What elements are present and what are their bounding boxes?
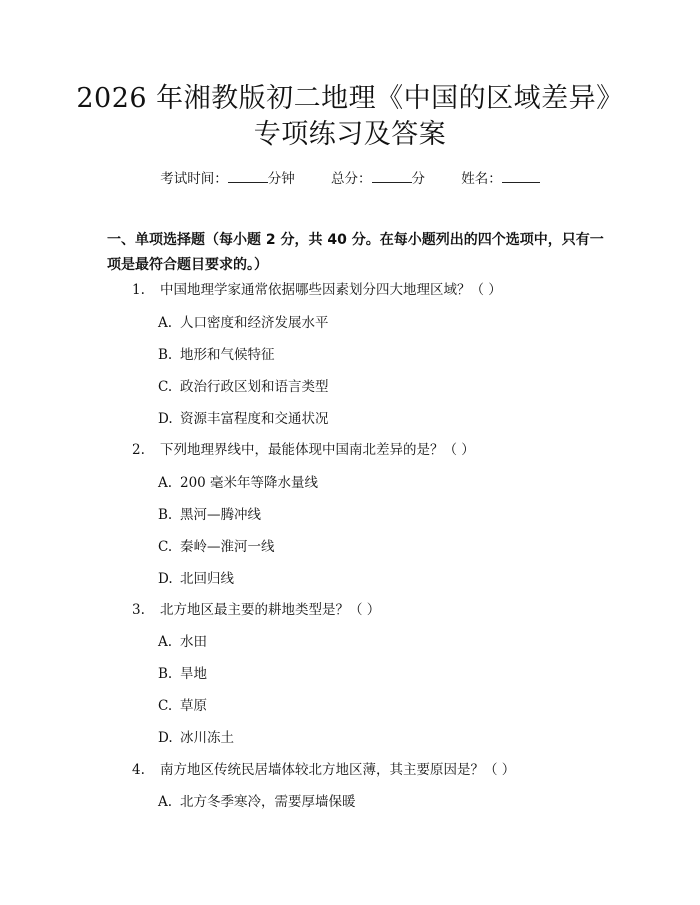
option-letter: A. [158,634,173,650]
question-3 [132,600,380,620]
exam-info-row [0,168,700,189]
option-text: 秦岭—淮河一线 [180,539,275,555]
total-score-field [331,168,425,189]
question-1-option-b [158,345,275,365]
option-letter: D. [158,730,173,746]
student-name-label: 姓名： [461,171,502,187]
question-1-option-a [158,313,329,333]
option-text: 200 毫米年等降水量线 [180,475,319,491]
question-number: 2. [132,442,145,458]
exam-time-blank [228,168,268,183]
student-name-blank [502,168,540,183]
question-3-option-a [158,632,207,652]
option-letter: B. [158,666,173,682]
question-3-option-c [158,696,207,716]
option-text: 人口密度和经济发展水平 [180,315,329,331]
option-text: 北方冬季寒冷，需要厚墙保暖 [180,794,356,810]
exam-time-label: 考试时间： [160,171,228,187]
exam-time-unit: 分钟 [267,171,295,187]
question-number: 3. [132,602,145,618]
option-letter: A. [158,794,173,810]
question-1 [132,280,502,300]
option-letter: A. [158,315,173,331]
option-text: 政治行政区划和语言类型 [180,379,329,395]
option-text: 草原 [180,698,207,714]
question-text: 南方地区传统民居墙体较北方地区薄，其主要原因是？（ ） [160,762,516,778]
question-2-option-d [158,569,234,589]
exam-time-field [160,168,295,189]
option-letter: C. [158,698,173,714]
option-text: 旱地 [180,666,207,682]
option-letter: C. [158,539,173,555]
question-3-option-b [158,664,207,684]
document-title-line-2: 专项练习及答案 [253,119,447,150]
question-text: 中国地理学家通常依据哪些因素划分四大地理区域？（ ） [160,282,502,298]
option-letter: C. [158,379,173,395]
student-name-field [461,168,540,189]
question-4-option-a [158,792,356,812]
option-text: 黑河—腾冲线 [180,507,261,523]
question-number: 4. [132,762,145,778]
question-2 [132,440,475,460]
question-number: 1. [132,282,145,298]
question-2-option-c [158,537,275,557]
question-2-option-b [158,505,261,525]
question-text: 下列地理界线中，最能体现中国南北差异的是？（ ） [160,442,475,458]
option-text: 水田 [180,634,207,650]
option-letter: D. [158,411,173,427]
option-text: 资源丰富程度和交通状况 [180,411,329,427]
question-4 [132,760,515,780]
question-text: 北方地区最主要的耕地类型是？（ ） [160,602,381,618]
document-title-line-1: 2026 年湘教版初二地理《中国的区域差异》 [76,83,624,114]
option-letter: A. [158,475,173,491]
total-score-label: 总分： [331,171,372,187]
question-1-option-c [158,377,329,397]
section-heading-single-choice: 一、单项选择题（每小题 2 分，共 40 分。在每小题列出的四个选项中，只有一项是最符合题目要求的。） [107,232,604,273]
question-3-option-d [158,728,234,748]
option-text: 北回归线 [180,571,234,587]
question-2-option-a [158,473,318,493]
option-letter: B. [158,507,173,523]
question-1-option-d [158,409,329,429]
option-letter: B. [158,347,173,363]
total-score-blank [372,168,412,183]
option-text: 地形和气候特征 [180,347,275,363]
option-text: 冰川冻土 [180,730,234,746]
total-score-unit: 分 [411,171,425,187]
option-letter: D. [158,571,173,587]
